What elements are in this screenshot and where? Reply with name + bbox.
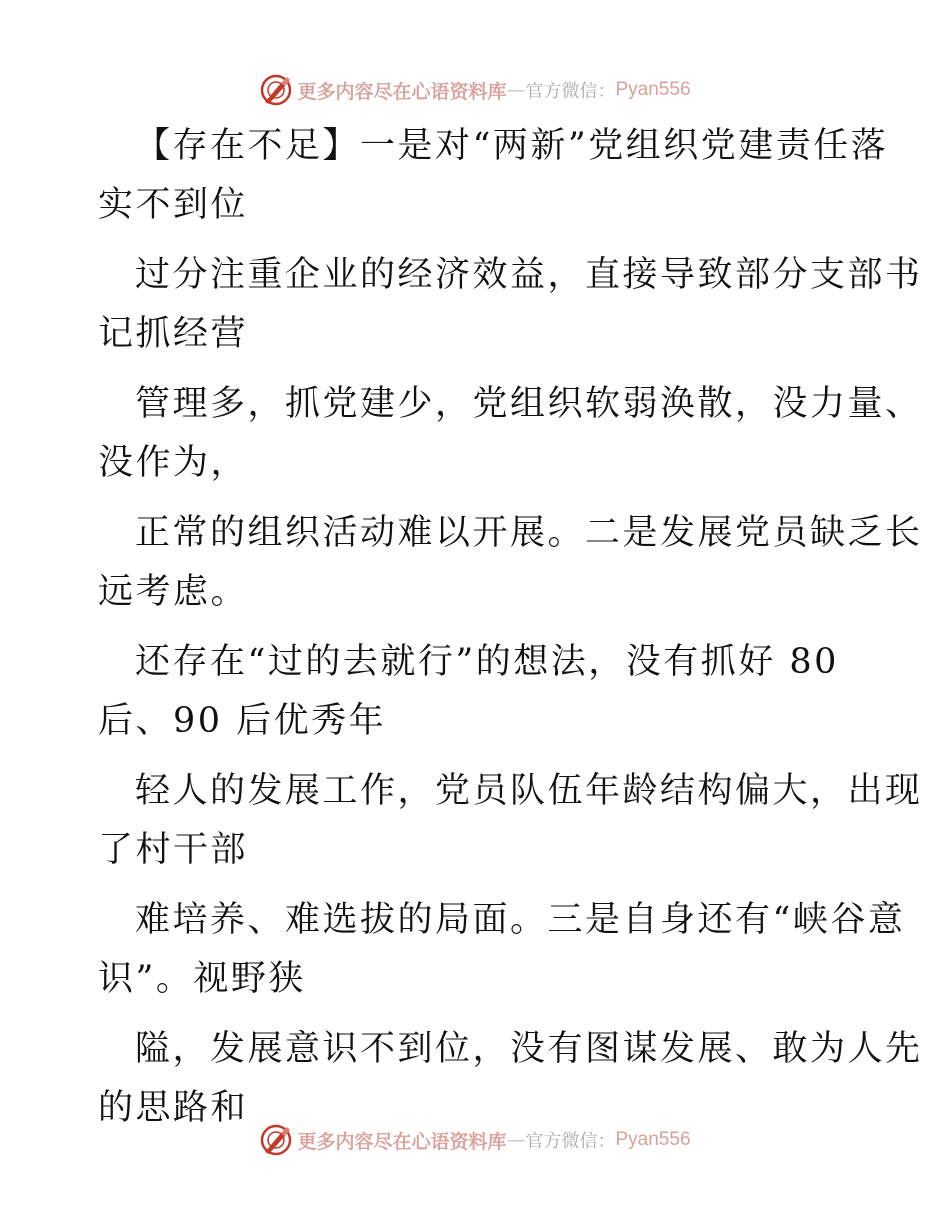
paragraph-5-line-2: 后、90 后优秀年: [98, 701, 387, 741]
watermark-official-label: 官方微信：: [525, 81, 616, 102]
watermark-official-label: 官方微信：: [525, 1131, 616, 1152]
paragraph-1-line-2: 实不到位: [98, 185, 249, 225]
paragraph-2-line-2: 记抓经营: [98, 314, 249, 354]
watermark-dash: —: [506, 79, 526, 101]
watermark-dash: —: [506, 1129, 526, 1151]
paragraph-7-line-2: 识”。视野狭: [98, 959, 306, 999]
paragraph-4-line-2: 远考虑。: [98, 572, 249, 612]
watermark-wechat-id: Pyan556: [615, 79, 691, 100]
header-watermark: [0, 70, 950, 110]
paragraph-5-line-1: 还存在“过的去就行”的想法，没有抓好 80: [135, 642, 839, 682]
watermark-text: 更多内容尽在心语资料库: [297, 80, 507, 103]
footer-watermark: [0, 1120, 950, 1160]
paragraph-3-line-2: 没作为，: [98, 443, 249, 483]
paragraph-6-line-1: 轻人的发展工作，党员队伍年龄结构偏大，出现: [135, 771, 923, 811]
paragraph-6-line-2: 了村干部: [98, 830, 249, 870]
paragraph-3-line-1: 管理多，抓党建少，党组织软弱涣散，没力量、: [135, 384, 923, 424]
paragraph-2-line-1: 过分注重企业的经济效益，直接导致部分支部书: [135, 255, 923, 295]
paragraph-7-line-1: 难培养、难选拔的局面。三是自身还有“峡谷意: [135, 900, 906, 940]
pen-logo-icon: [259, 73, 293, 107]
watermark-text: 更多内容尽在心语资料库: [297, 1130, 507, 1153]
paragraph-1-line-1: 【存在不足】一是对“两新”党组织党建责任落: [135, 126, 889, 166]
paragraph-8-line-2: 的思路和: [98, 1088, 249, 1128]
document-body: [98, 120, 923, 1128]
paragraph-4-line-1: 正常的组织活动难以开展。二是发展党员缺乏长: [135, 513, 923, 553]
pen-logo-icon: [259, 1123, 293, 1157]
paragraph-8-line-1: 隘，发展意识不到位，没有图谋发展、敢为人先: [135, 1029, 923, 1069]
watermark-wechat-id: Pyan556: [615, 1129, 691, 1150]
